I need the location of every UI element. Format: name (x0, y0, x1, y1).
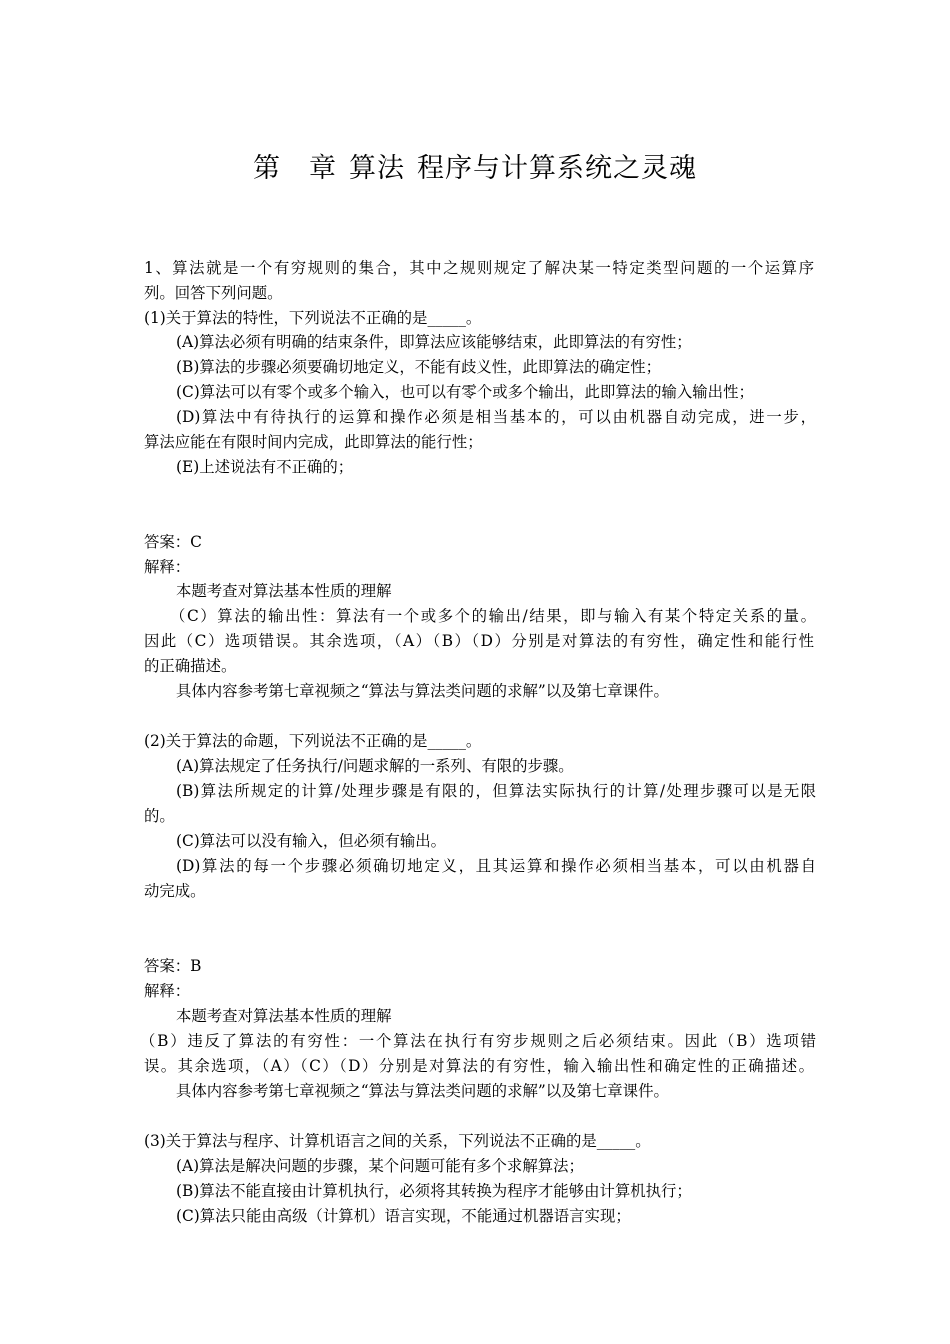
sub3-option-c: (C)算法只能由高级（计算机）语言实现，不能通过机器语言实现； (176, 1207, 631, 1225)
sub2-explanation-line3: 误。其余选项，（A）（C）（D）分别是对算法的有穷性，输入输出性和确定性的正确描述。 (144, 1057, 814, 1075)
sub2-explanation-label: 解释： (144, 982, 191, 1000)
title-part-2: 章 (309, 153, 337, 184)
sub1-question: (1)关于算法的特性，下列说法不正确的是_____。 (144, 309, 482, 327)
sub1-answer: 答案：C (144, 533, 202, 551)
sub2-option-d-line1: (D)算法的每一个步骤必须确切地定义，且其运算和操作必须相当基本，可以由机器自 (176, 857, 816, 875)
sub2-option-b-line1: (B)算法所规定的计算/处理步骤是有限的，但算法实际执行的计算/处理步骤可以是无限 (176, 782, 816, 800)
sub3-option-a: (A)算法是解决问题的步骤，某个问题可能有多个求解算法； (176, 1157, 584, 1175)
title-part-1: 第 (253, 153, 281, 184)
q1-intro-line2: 列。回答下列问题。 (144, 284, 283, 302)
title-part-3: 算法 (349, 153, 405, 184)
sub2-option-a: (A)算法规定了任务执行/问题求解的一系列、有限的步骤。 (176, 757, 574, 775)
sub2-option-b-line2: 的。 (144, 807, 175, 825)
sub1-option-a: (A)算法必须有明确的结束条件，即算法应该能够结束，此即算法的有穷性； (176, 333, 692, 351)
sub2-explanation-line2: （B）违反了算法的有穷性：一个算法在执行有穷步规则之后必须结束。因此（B）选项错 (140, 1032, 816, 1050)
sub1-option-e: (E)上述说法有不正确的； (176, 458, 354, 476)
sub2-explanation-line4: 具体内容参考第七章视频之“算法与算法类问题的求解”以及第七章课件。 (176, 1082, 669, 1100)
sub1-option-d-line1: (D)算法中有待执行的运算和操作必须是相当基本的，可以由机器自动完成，进一步， (176, 408, 816, 426)
sub1-explanation-line2: （C）算法的输出性：算法有一个或多个的输出/结果，即与输入有某个特定关系的量。 (170, 607, 816, 625)
q1-intro-line1: 1、算法就是一个有穷规则的集合，其中之规则规定了解决某一特定类型问题的一个运算序 (144, 259, 814, 277)
sub1-option-d-line2: 算法应能在有限时间内完成，此即算法的能行性； (144, 433, 483, 451)
sub1-explanation-line3: 因此（C）选项错误。其余选项，（A）（B）（D）分别是对算法的有穷性，确定性和能行性 (144, 632, 814, 650)
sub1-option-b: (B)算法的步骤必须要确切地定义，不能有歧义性，此即算法的确定性； (176, 358, 662, 376)
sub2-option-c: (C)算法可以没有输入，但必须有输出。 (176, 832, 447, 850)
sub2-question: (2)关于算法的命题，下列说法不正确的是_____。 (144, 732, 482, 750)
sub2-answer: 答案：B (144, 957, 202, 975)
sub2-option-d-line2: 动完成。 (144, 882, 206, 900)
sub3-question: (3)关于算法与程序、计算机语言之间的关系，下列说法不正确的是_____。 (144, 1132, 651, 1150)
sub1-explanation-label: 解释： (144, 558, 191, 576)
sub2-explanation-line1: 本题考查对算法基本性质的理解 (176, 1007, 392, 1025)
sub1-option-c: (C)算法可以有零个或多个输入，也可以有零个或多个输出，此即算法的输入输出性； (176, 383, 754, 401)
sub3-option-b: (B)算法不能直接由计算机执行，必须将其转换为程序才能够由计算机执行； (176, 1182, 692, 1200)
sub1-explanation-line4: 的正确描述。 (144, 657, 237, 675)
sub1-explanation-line5: 具体内容参考第七章视频之“算法与算法类问题的求解”以及第七章课件。 (176, 682, 669, 700)
chapter-title (0, 146, 950, 185)
title-part-4: 程序与计算系统之灵魂 (417, 153, 697, 184)
sub1-explanation-line1: 本题考查对算法基本性质的理解 (176, 582, 392, 600)
